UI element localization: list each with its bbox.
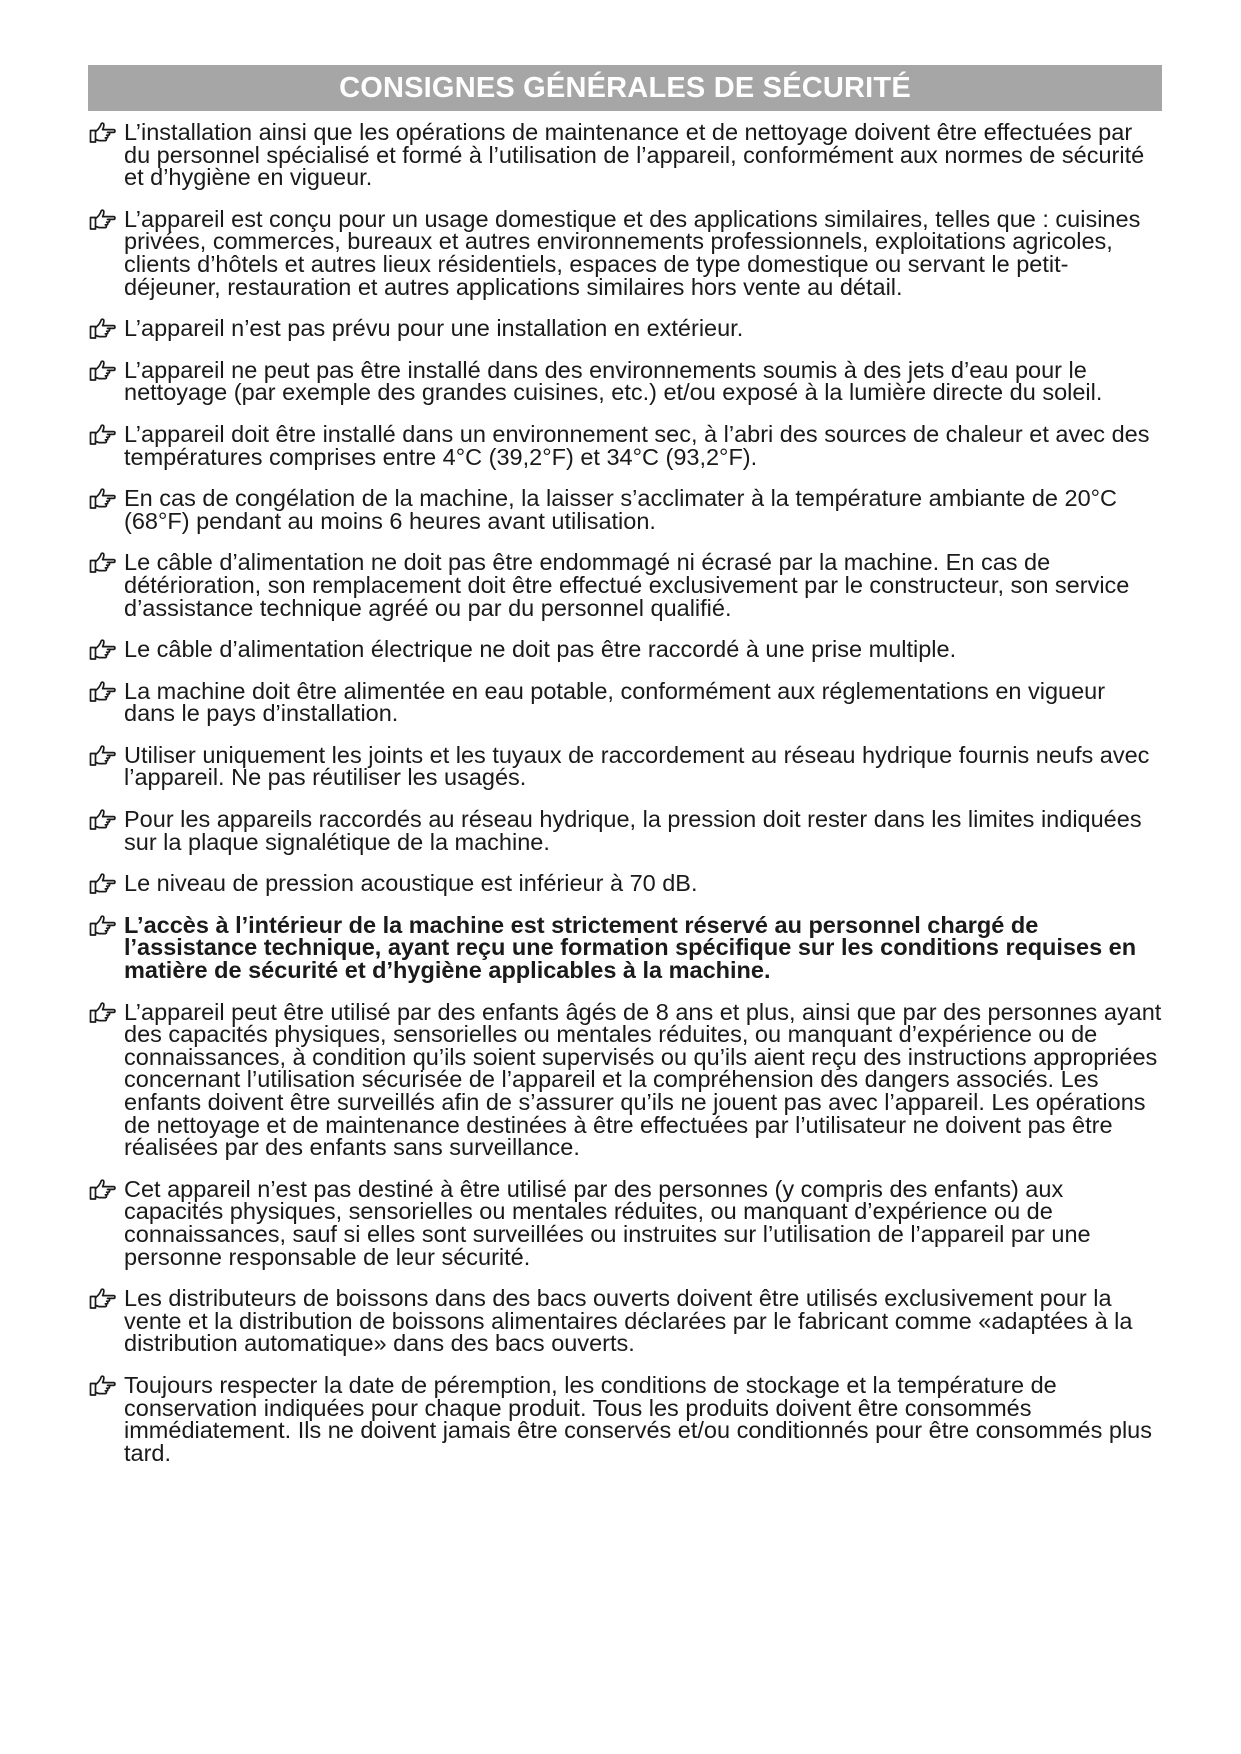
instruction-text: L’appareil peut être utilisé par des enfants âgés de 8 ans et plus, ainsi que par des personnes ayant des capacités physiques, sensorielles ou mentales réduites, ou manquant d’expérience ou de connaissances, à condition qu’ils soient supervisés ou qu’ils aient reçu des instructions appropriées concernant l’utilisation sécurisée de l’appareil et la compréhension des dangers associés. Les enfants doivent être surveillés afin de s’assurer qu’ils ne jouent pas avec l’appareil. Les opérations de nettoyage et de maintenance destinées à être effectuées par l’utilisateur ne doivent pas être réalisées par des enfants sans surveillance. — [124, 998, 1162, 1161]
instruction-text: L’installation ainsi que les opérations de maintenance et de nettoyage doivent être effectuées par du personnel spécialisé et formé à l’utilisation de l’appareil, conformément aux normes de sécurité et d’hygiène en vigueur. — [124, 119, 1145, 191]
safety-instruction-item-3 — [88, 317, 1162, 340]
section-title: CONSIGNES GÉNÉRALES DE SÉCURITÉ — [88, 65, 1162, 111]
safety-instruction-item-7 — [88, 551, 1162, 619]
pointing-hand-icon — [88, 808, 118, 832]
safety-instruction-item-13 — [88, 911, 1162, 984]
instruction-text: Le câble d’alimentation électrique ne doit pas être raccordé à une prise multiple. — [124, 636, 957, 663]
instruction-text: L’accès à l’intérieur de la machine est strictement réservé au personnel chargé de l’assistance technique, ayant reçu une formation spécifique sur les conditions requises en matière de sécurité et d’hygiène applicables à la machine. — [124, 911, 1137, 984]
pointing-hand-icon — [88, 1374, 118, 1398]
safety-instruction-item-6 — [88, 487, 1162, 532]
safety-instructions-list — [88, 121, 1162, 1464]
safety-instruction-item-15 — [88, 1175, 1162, 1270]
document-page — [88, 65, 1162, 1483]
pointing-hand-icon — [88, 423, 118, 447]
pointing-hand-icon — [88, 1178, 118, 1202]
instruction-text: Le câble d’alimentation ne doit pas être endommagé ni écrasé par la machine. En cas de détérioration, son remplacement doit être effectué exclusivement par le constructeur, son service d’assistance technique agréé ou par du personnel qualifié. — [124, 549, 1130, 621]
instruction-text: Utiliser uniquement les joints et les tuyaux de raccordement au réseau hydrique fournis neufs avec l’appareil. Ne pas réutiliser les usagés. — [124, 741, 1150, 791]
pointing-hand-icon — [88, 914, 118, 938]
pointing-hand-icon — [88, 359, 118, 383]
instruction-text: L’appareil n’est pas prévu pour une installation en extérieur. — [124, 315, 744, 342]
pointing-hand-icon — [88, 680, 118, 704]
pointing-hand-icon — [88, 317, 118, 341]
pointing-hand-icon — [88, 551, 118, 575]
instruction-text: La machine doit être alimentée en eau potable, conformément aux réglementations en vigueur dans le pays d’installation. — [124, 677, 1106, 727]
safety-instruction-item-2 — [88, 205, 1162, 300]
instruction-text: Toujours respecter la date de péremption, les conditions de stockage et la température de conservation indiquées pour chaque produit. Tous les produits doivent être consommés immédiatement. Ils ne doivent jamais être conservés et/ou conditionnés pour être consommés plus tard. — [124, 1371, 1152, 1466]
safety-instruction-item-17 — [88, 1371, 1162, 1466]
safety-instruction-item-9 — [88, 677, 1162, 727]
pointing-hand-icon — [88, 638, 118, 662]
pointing-hand-icon — [88, 1001, 118, 1025]
pointing-hand-icon — [88, 744, 118, 768]
safety-instruction-item-14 — [88, 998, 1162, 1161]
pointing-hand-icon — [88, 208, 118, 232]
safety-instruction-item-11 — [88, 808, 1162, 853]
pointing-hand-icon — [88, 487, 118, 511]
instruction-text: L’appareil ne peut pas être installé dans des environnements soumis à des jets d’eau pour le nettoyage (par exemple des grandes cuisines, etc.) et/ou exposé à la lumière directe du soleil. — [124, 356, 1103, 406]
instruction-text: Le niveau de pression acoustique est inférieur à 70 dB. — [124, 870, 698, 897]
instruction-text: L’appareil doit être installé dans un environnement sec, à l’abri des sources de chaleur et avec des températures comprises entre 4°C (39,2°F) et 34°C (93,2°F). — [124, 420, 1150, 470]
instruction-text: L’appareil est conçu pour un usage domestique et des applications similaires, telles que : cuisines privées, commerces, bureaux et autres environnements professionnels, exploitations agricoles, clients d’hôtels et autres lieux résidentiels, espaces de type domestique ou servant le petit-déjeuner, restauration et autres applications similaires hors vente au détail. — [124, 205, 1141, 300]
pointing-hand-icon — [88, 872, 118, 896]
instruction-text: En cas de congélation de la machine, la laisser s’acclimater à la température ambiante de 20°C (68°F) pendant au moins 6 heures avant utilisation. — [124, 485, 1118, 534]
safety-instruction-item-1 — [88, 121, 1162, 189]
instruction-text: Cet appareil n’est pas destiné à être utilisé par des personnes (y compris des enfants) aux capacités physiques, sensorielles ou mentales réduites, ou manquant d’expérience ou de connaissances, sauf si elles sont surveillées ou instruites sur l’utilisation de l’appareil par une personne responsable de leur sécurité. — [124, 1175, 1091, 1270]
safety-instruction-item-5 — [88, 420, 1162, 470]
safety-instruction-item-4 — [88, 356, 1162, 406]
instruction-text: Les distributeurs de boissons dans des bacs ouverts doivent être utilisés exclusivement pour la vente et la distribution de boissons alimentaires déclarées par le fabricant comme «adaptées à la distribution automatique» dans des bacs ouverts. — [124, 1285, 1133, 1357]
safety-instruction-item-12 — [88, 872, 1162, 895]
pointing-hand-icon — [88, 121, 118, 145]
safety-instruction-item-8 — [88, 638, 1162, 661]
safety-instruction-item-10 — [88, 741, 1162, 791]
pointing-hand-icon — [88, 1287, 118, 1311]
instruction-text: Pour les appareils raccordés au réseau hydrique, la pression doit rester dans les limites indiquées sur la plaque signalétique de la machine. — [124, 806, 1142, 855]
safety-instruction-item-16 — [88, 1287, 1162, 1355]
